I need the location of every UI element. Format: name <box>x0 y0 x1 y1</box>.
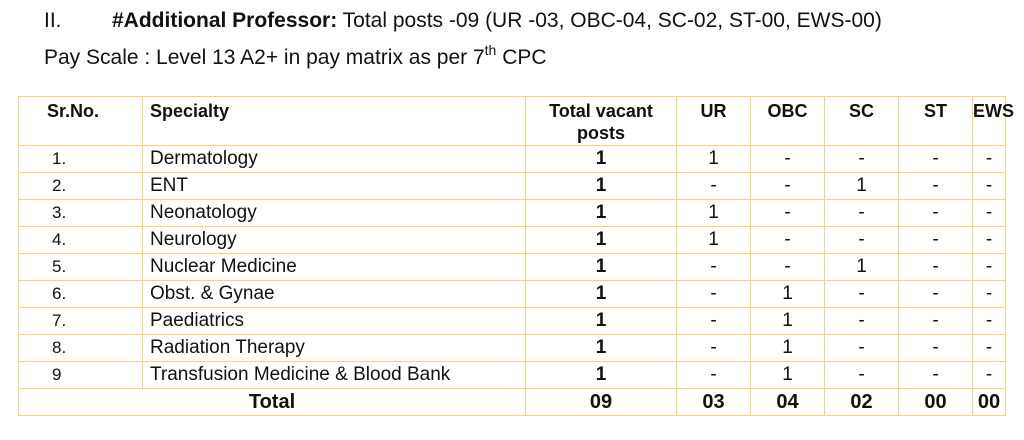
cell-ews: - <box>973 227 1006 254</box>
cell-ur: - <box>677 335 751 362</box>
cell-sc: - <box>825 335 899 362</box>
table-row <box>19 227 1006 254</box>
cell-total: 1 <box>526 254 677 281</box>
cell-specialty: Obst. & Gynae <box>143 281 526 308</box>
cell-ews: - <box>973 362 1006 389</box>
cell-ews: - <box>973 308 1006 335</box>
header-obc: OBC <box>751 97 825 146</box>
cell-obc: - <box>751 146 825 173</box>
cell-sc: 1 <box>825 173 899 200</box>
cell-ews: - <box>973 173 1006 200</box>
cell-sc: - <box>825 200 899 227</box>
cell-sr: 6. <box>19 281 143 308</box>
cell-ur: - <box>677 362 751 389</box>
cell-ews: - <box>973 146 1006 173</box>
cell-total: 1 <box>526 227 677 254</box>
cell-st: - <box>899 200 973 227</box>
pay-scale-text: Pay Scale : Level 13 A2+ in pay matrix as per 7 <box>44 46 485 69</box>
table-row <box>19 362 1006 389</box>
table-row <box>19 308 1006 335</box>
header-specialty: Specialty <box>143 97 526 146</box>
header-ur: UR <box>677 97 751 146</box>
header-sr: Sr.No. <box>19 97 143 146</box>
cell-st: - <box>899 308 973 335</box>
total-vacant: 09 <box>526 389 677 416</box>
total-label: Total <box>19 389 526 416</box>
cell-ur: 1 <box>677 146 751 173</box>
cell-ur: - <box>677 173 751 200</box>
cell-specialty: ENT <box>143 173 526 200</box>
header-sc: SC <box>825 97 899 146</box>
cell-st: - <box>899 335 973 362</box>
table-body <box>19 146 1006 416</box>
vacancy-table <box>18 96 1015 416</box>
cell-st: - <box>899 362 973 389</box>
table-row <box>19 146 1006 173</box>
header-total: Total vacant posts <box>526 97 677 146</box>
header-st: ST <box>899 97 973 146</box>
cell-ews: - <box>973 335 1006 362</box>
cell-sr: 9 <box>19 362 143 389</box>
cell-sc: - <box>825 227 899 254</box>
cell-total: 1 <box>526 362 677 389</box>
cell-st: - <box>899 173 973 200</box>
cell-sr: 7. <box>19 308 143 335</box>
cell-sr: 5. <box>19 254 143 281</box>
cell-ews: - <box>973 281 1006 308</box>
total-st: 00 <box>899 389 973 416</box>
pay-scale <box>44 42 547 70</box>
cell-ews: - <box>973 254 1006 281</box>
table-row <box>19 254 1006 281</box>
cell-st: - <box>899 281 973 308</box>
cell-ews: - <box>973 200 1006 227</box>
cell-specialty: Neonatology <box>143 200 526 227</box>
cell-obc: - <box>751 200 825 227</box>
total-ews: 00 <box>973 389 1006 416</box>
cell-st: - <box>899 146 973 173</box>
cell-obc: - <box>751 227 825 254</box>
cell-ur: 1 <box>677 200 751 227</box>
cell-sr: 1. <box>19 146 143 173</box>
pay-scale-sup: th <box>484 42 497 58</box>
cell-specialty: Nuclear Medicine <box>143 254 526 281</box>
cell-total: 1 <box>526 281 677 308</box>
cell-sc: - <box>825 146 899 173</box>
cell-ur: - <box>677 281 751 308</box>
section-number: II. <box>44 9 62 32</box>
total-ur: 03 <box>677 389 751 416</box>
cell-total: 1 <box>526 335 677 362</box>
cell-st: - <box>899 227 973 254</box>
cell-specialty: Dermatology <box>143 146 526 173</box>
total-sc: 02 <box>825 389 899 416</box>
cell-specialty: Radiation Therapy <box>143 335 526 362</box>
cell-total: 1 <box>526 146 677 173</box>
cell-obc: - <box>751 173 825 200</box>
pay-scale-suffix: CPC <box>496 46 547 69</box>
cell-ur: 1 <box>677 227 751 254</box>
cell-ur: - <box>677 308 751 335</box>
table-row <box>19 335 1006 362</box>
cell-specialty: Transfusion Medicine & Blood Bank <box>143 362 526 389</box>
cell-obc: 1 <box>751 335 825 362</box>
cell-sr: 8. <box>19 335 143 362</box>
table-row <box>19 173 1006 200</box>
section-heading <box>44 9 882 33</box>
total-row <box>19 389 1006 416</box>
cell-sc: - <box>825 308 899 335</box>
cell-specialty: Paediatrics <box>143 308 526 335</box>
cell-sr: 3. <box>19 200 143 227</box>
cell-sc: - <box>825 281 899 308</box>
cell-obc: 1 <box>751 308 825 335</box>
header-ews: EWS <box>973 97 1006 146</box>
cell-obc: 1 <box>751 362 825 389</box>
posts-summary: Total posts -09 (UR -03, OBC-04, SC-02, ST-00, EWS-00) <box>337 9 882 32</box>
cell-sr: 2. <box>19 173 143 200</box>
cell-ur: - <box>677 254 751 281</box>
cell-specialty: Neurology <box>143 227 526 254</box>
table-row <box>19 281 1006 308</box>
cell-sr: 4. <box>19 227 143 254</box>
table-row <box>19 200 1006 227</box>
cell-obc: - <box>751 254 825 281</box>
header-row <box>19 97 1006 146</box>
cell-st: - <box>899 254 973 281</box>
table-header <box>19 97 1015 146</box>
cell-sc: 1 <box>825 254 899 281</box>
cell-obc: 1 <box>751 281 825 308</box>
cell-total: 1 <box>526 173 677 200</box>
cell-total: 1 <box>526 308 677 335</box>
cell-total: 1 <box>526 200 677 227</box>
cell-sc: - <box>825 362 899 389</box>
total-obc: 04 <box>751 389 825 416</box>
post-title: #Additional Professor: <box>112 9 338 32</box>
